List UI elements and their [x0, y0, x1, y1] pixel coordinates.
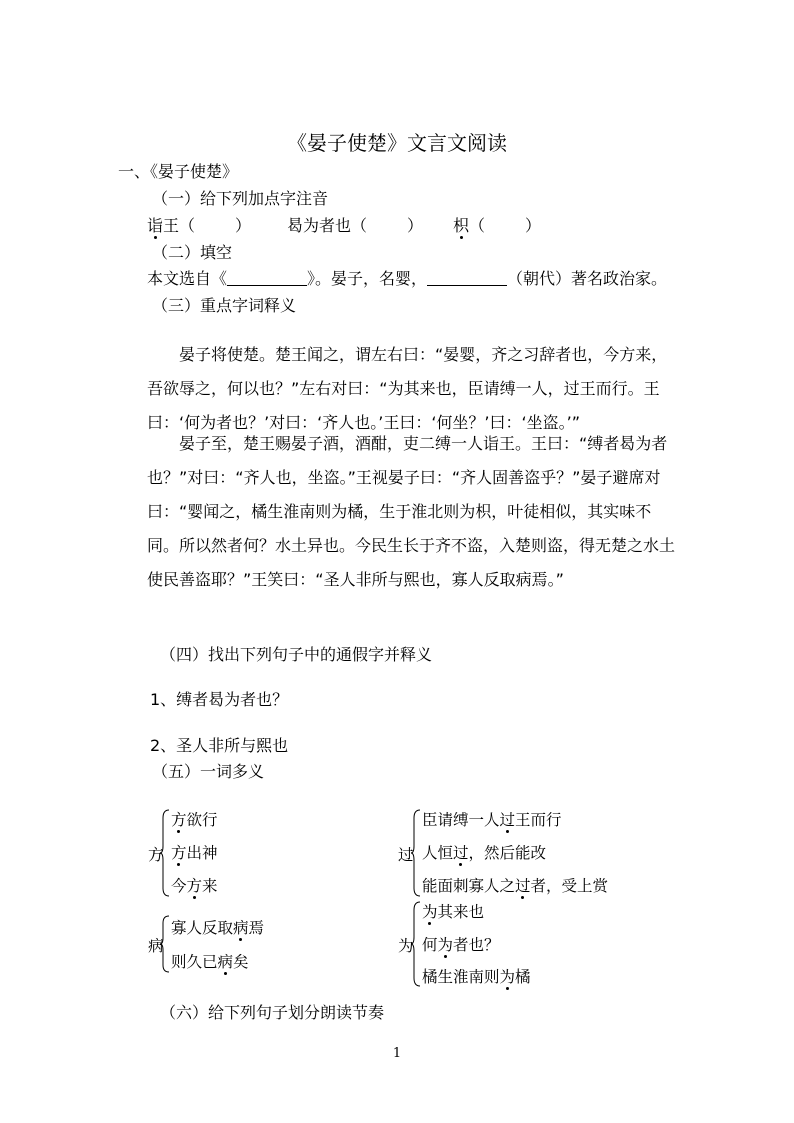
part1-heading: （一）给下列加点字注音 — [152, 189, 329, 208]
polysemy-char-guo: 过 — [398, 846, 414, 864]
section-heading: 一、《晏子使楚》 — [118, 162, 239, 181]
polysemy-item: 则久已病矣 — [171, 953, 249, 971]
polysemy-char-bing: 病 — [148, 937, 164, 955]
polysemy-item: 方欲行 — [171, 811, 218, 829]
pinyin-item-3: 枳（ ） — [453, 216, 542, 235]
polysemy-item: 方出神 — [171, 844, 218, 862]
brace-icon — [410, 900, 422, 988]
part2-heading: （二）填空 — [152, 243, 233, 262]
passage-1: 晏子将使楚。楚王闻之，谓左右曰：“晏婴，齐之习辞者也，今方来，吾欲辱之，何以也？”左右对曰：“为其来也，臣请缚一人，过王而行。王曰：‘何为者也？’对曰：‘齐人也。’王曰：‘何坐？’曰：‘坐盗。’” — [147, 345, 668, 432]
passage-2: 晏子至，楚王赐晏子酒，酒酣，吏二缚一人诣王。王曰：“缚者曷为者也？”对曰：“齐人也，坐盗。”王视晏子曰：“齐人固善盗乎？”晏子避席对曰：“婴闻之，橘生淮南则为橘，生于淮北则为枳，叶徒相似，其实味不同。所以然者何？水土异也。今民生长于齐不盗，入楚则盗，得无楚之水土使民善盗耶？”王笑曰：“圣人非所与熙也，寡人反取病焉。” — [147, 434, 676, 589]
part3-heading: （三）重点字词释义 — [152, 296, 297, 315]
part4-heading: （四）找出下列句子中的通假字并释义 — [160, 645, 433, 664]
question-2: 2、圣人非所与熙也 — [150, 736, 289, 755]
part6-heading: （六）给下列句子划分朗读节奏 — [160, 1003, 385, 1022]
dotted-char: 诣 — [147, 216, 164, 235]
polysemy-char-wei: 为 — [398, 937, 414, 955]
polysemy-item: 能面刺寡人之过者，受上赏 — [422, 877, 609, 895]
brace-icon — [159, 914, 171, 974]
polysemy-item: 臣请缚一人过王而行 — [422, 811, 562, 829]
polysemy-item: 何为者也？ — [422, 936, 500, 954]
polysemy-item: 橘生淮南则为橘 — [422, 968, 531, 986]
polysemy-item: 寡人反取病焉 — [171, 919, 265, 937]
part5-heading: （五）一词多义 — [152, 762, 265, 781]
page-number: 1 — [392, 1046, 402, 1061]
polysemy-item: 今方来 — [171, 877, 218, 895]
polysemy-item: 人恒过，然后能改 — [422, 844, 547, 862]
dotted-char: 枳 — [453, 216, 470, 235]
brace-icon — [410, 808, 422, 898]
pinyin-item-2: 曷为者也（ ） — [287, 216, 424, 235]
polysemy-char-fang: 方 — [148, 846, 164, 864]
brace-icon — [159, 808, 171, 898]
question-1: 1、缚者曷为者也？ — [150, 690, 289, 709]
fill-in-line: 本文选自《 》。晏子，名婴， （朝代）著名政治家。 — [147, 269, 668, 288]
page-title: 《晏子使楚》文言文阅读 — [287, 131, 507, 155]
pinyin-item-1: 诣王（ ） — [147, 216, 252, 235]
answer-blank-2[interactable] — [427, 269, 507, 286]
answer-blank-1[interactable] — [227, 269, 307, 286]
polysemy-item: 为其来也 — [422, 903, 485, 921]
